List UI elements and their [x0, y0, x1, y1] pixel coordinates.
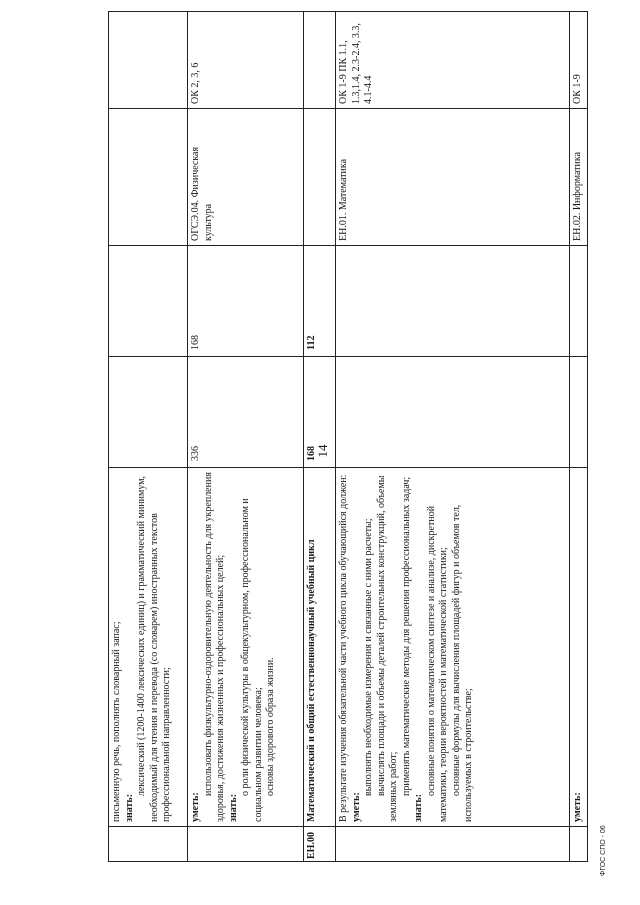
table-row-en00	[303, 12, 335, 862]
table-row-physical-culture	[188, 12, 304, 862]
table-row-foreign-language	[109, 12, 188, 862]
desc-line: письменную речь, пополнять словарный запас;	[111, 621, 122, 822]
cell-competencies: ОК 1-9 ПК 1.1, 1.3,1.4, 2.3-2.4, 3.3, 4.1-4.4	[336, 12, 569, 109]
cell-discipline: ЕН.01. Математика	[336, 109, 569, 246]
cell-competencies: ОК 1-9	[569, 12, 587, 109]
cell-discipline: ЕН.02. Информатика	[569, 109, 587, 246]
desc-line: о роли физической культуры в общекультурном, профессиональном и социальном развитии человека;	[240, 498, 264, 822]
desc-line: основные понятия о математическом синтезе и анализе, дискретной математики, теории вероятностей и математической статистики;	[425, 505, 450, 822]
desc-line: вычислять площади и объемы деталей строительных конструкций, объемы земляных работ;	[375, 475, 400, 822]
cell-obligatory-load	[109, 246, 188, 357]
desc-line: использовать физкультурно-оздоровительную деятельность для укрепления здоровья, достижения жизненных и профессиональных целей;	[202, 472, 227, 822]
cell-code	[109, 827, 188, 862]
cell-obligatory-load: 112	[303, 246, 335, 357]
cell-max-load	[569, 357, 587, 468]
cell-max-load: 336	[188, 357, 304, 468]
curriculum-table	[108, 11, 588, 862]
can-heading: уметь:	[190, 792, 202, 822]
cell-obligatory-load	[336, 246, 569, 357]
footer-text: ФГОС СПО - 06	[600, 825, 607, 876]
cell-max-load	[109, 357, 188, 468]
cell-code: ЕН.00	[303, 827, 335, 862]
desc-line: применять математические методы для решения профессиональных задач;	[400, 476, 412, 796]
cell-description	[109, 468, 188, 827]
cell-code	[188, 827, 304, 862]
cell-max-load: 168	[303, 357, 335, 468]
know-heading: знать:	[123, 793, 135, 822]
cell-competencies	[109, 12, 188, 109]
page-number: 14	[315, 444, 330, 458]
cell-description: уметь:	[569, 468, 587, 827]
desc-line: выполнять необходимые измерения и связанные с ними расчеты;	[363, 518, 375, 796]
cell-competencies: ОК 2, 3, 6	[188, 12, 304, 109]
cell-obligatory-load: 168	[188, 246, 304, 357]
desc-line: основы здорового образа жизни.	[265, 657, 277, 796]
cell-code	[336, 827, 569, 862]
curriculum-table-rotated	[108, 23, 588, 862]
cell-obligatory-load	[569, 246, 587, 357]
cell-competencies	[303, 12, 335, 109]
cell-description	[336, 468, 569, 827]
cell-discipline	[303, 109, 335, 246]
cell-description	[188, 468, 304, 827]
table-row-mathematics	[336, 12, 569, 862]
cell-discipline	[109, 109, 188, 246]
desc-line: В результате изучения обязательной части учебного цикла обучающийся должен:	[338, 474, 350, 822]
desc-line: лексический (1200-1400 лексических единиц) и грамматический минимум, необходимый для чтения и перевода (со словарем) иностранных текстов профессиональной направленности;	[136, 475, 172, 822]
cell-code	[569, 827, 587, 862]
table-row-informatics	[569, 12, 587, 862]
cell-description: Математический и общий естественнонаучный учебный цикл	[303, 468, 335, 827]
can-heading: уметь:	[350, 792, 362, 822]
cell-max-load	[336, 357, 569, 468]
know-heading: знать:	[413, 793, 425, 822]
cell-discipline: ОГСЭ.04. Физическая культура	[188, 109, 304, 246]
desc-line: основные формулы для вычисления площадей фигур и объемов тел, используемых в строительстве;	[450, 504, 475, 822]
know-heading: знать:	[227, 793, 239, 822]
